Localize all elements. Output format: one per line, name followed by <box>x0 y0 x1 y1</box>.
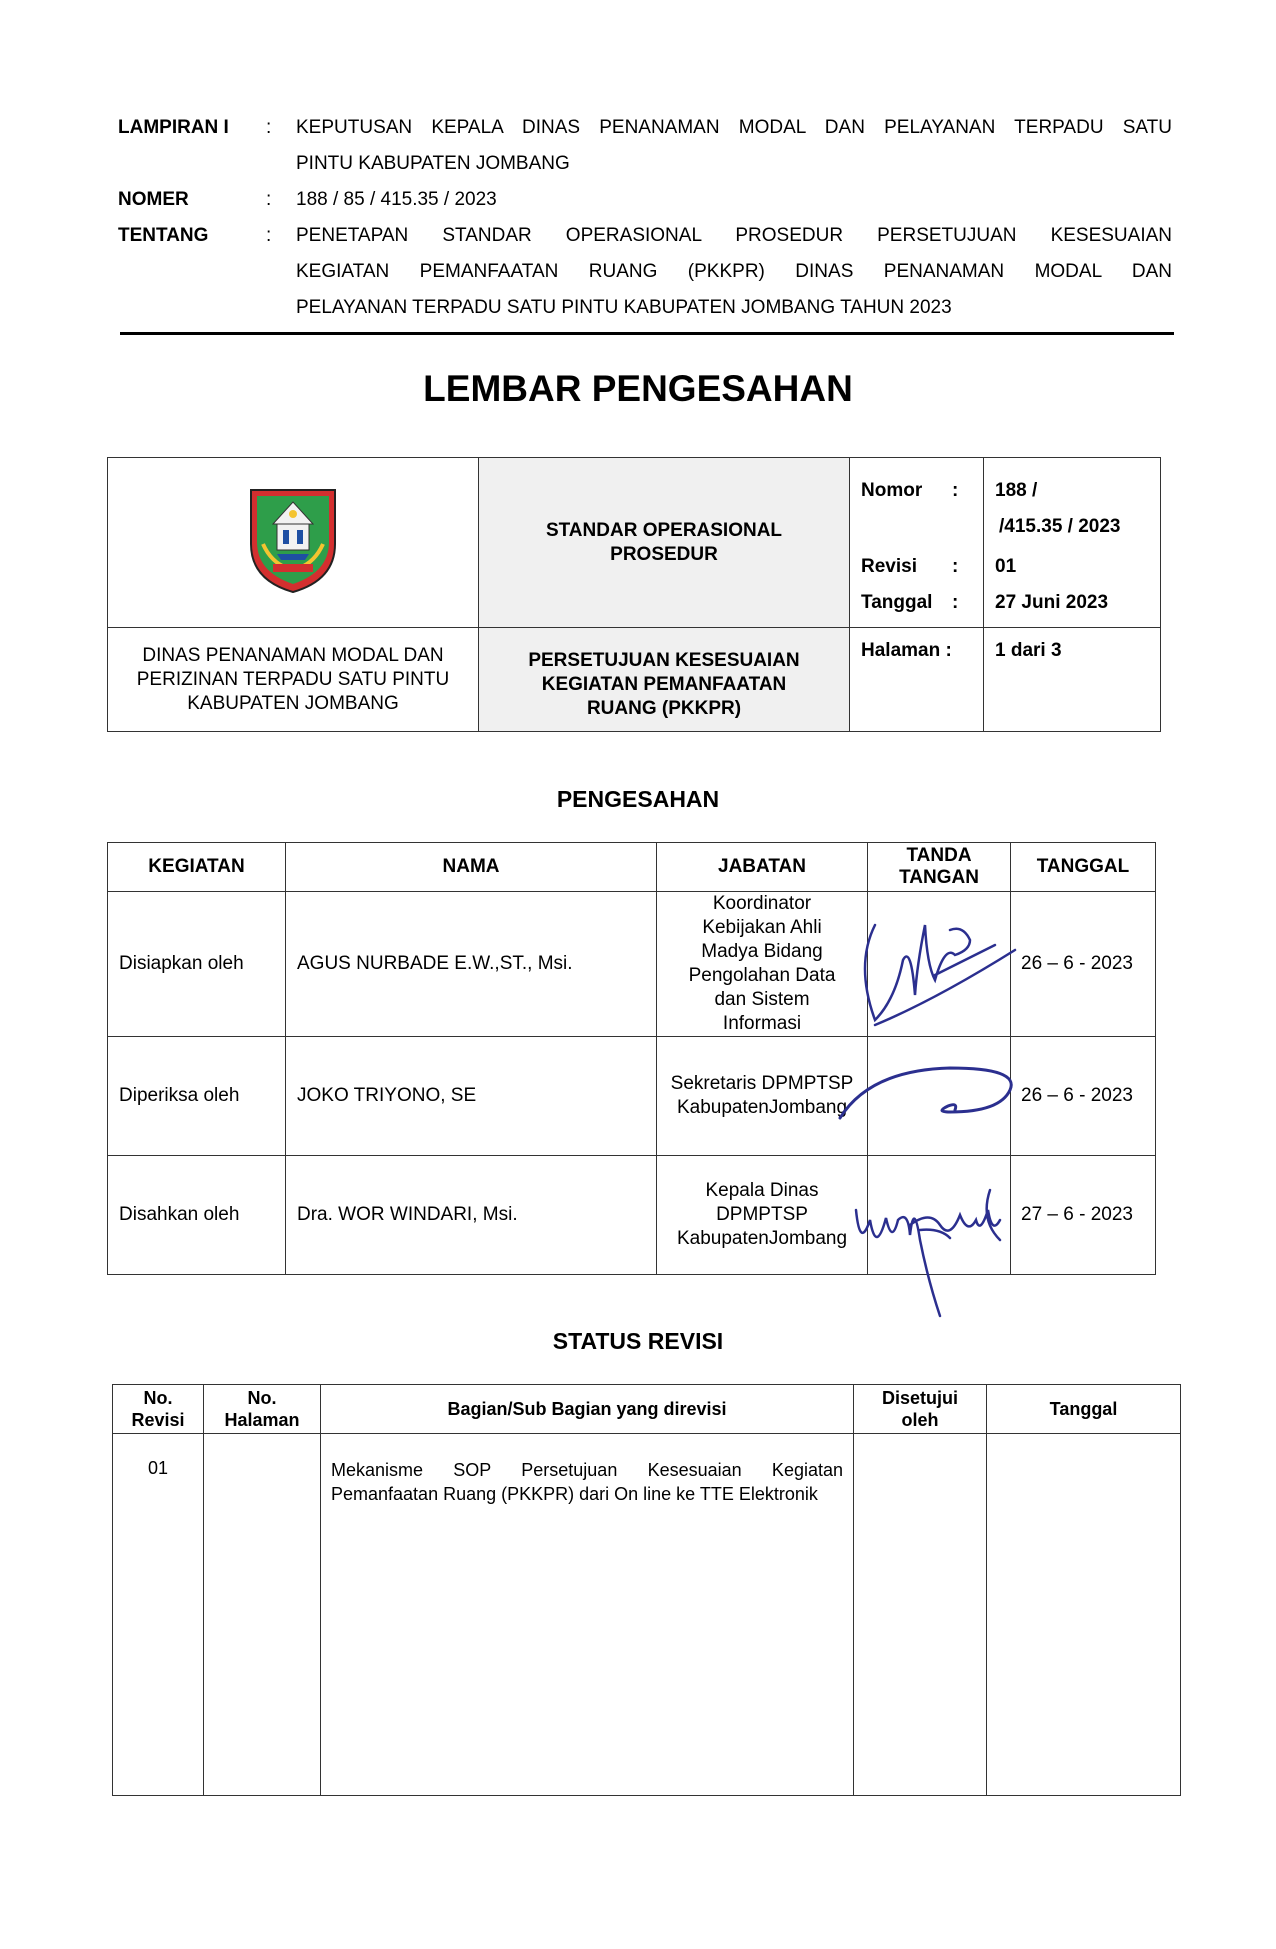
bagian-cell: Mekanisme SOP Persetujuan Kesesuaian Kegiatan Pemanfaatan Ruang (PKKPR) dari On line ke TTE Elektronik <box>321 1434 854 1796</box>
jabatan-cell <box>657 1156 868 1275</box>
col-header-tanda-tangan <box>868 843 1011 892</box>
jabatan-text: Koordinator Kebijakan Ahli Madya Bidang Pengolahan Data dan Sistem Informasi <box>688 893 836 1034</box>
meta-labels-cell <box>850 458 984 628</box>
header-text-line: PENETAPAN STANDAR OPERASIONAL PROSEDUR PERSETUJUAN KESESUAIAN <box>296 225 1172 246</box>
disetujui-cell <box>854 1434 987 1796</box>
no-revisi-cell: 01 <box>113 1434 204 1796</box>
header-text-line: KEGIATAN PEMANFAATAN RUANG (PKKPR) DINAS PENANAMAN MODAL DAN <box>296 261 1172 282</box>
signature-2 <box>830 1060 1030 1130</box>
table-row <box>113 1434 1181 1796</box>
jombang-emblem-icon <box>247 484 339 596</box>
tanggal-cell: 27 – 6 - 2023 <box>1011 1156 1156 1275</box>
tanggal-cell: 26 – 6 - 2023 <box>1011 1037 1156 1156</box>
halaman-label-cell <box>850 628 984 732</box>
kegiatan-cell: Disahkan oleh <box>108 1156 286 1275</box>
tanggal-label: Tanggal <box>861 592 933 613</box>
header-colon: : <box>266 117 272 138</box>
header-label: LAMPIRAN I <box>118 117 229 138</box>
no-halaman-cell <box>204 1434 321 1796</box>
nomor-value-cont: /415.35 / 2023 <box>999 516 1121 537</box>
nama-cell: Dra. WOR WINDARI, Msi. <box>286 1156 657 1275</box>
jabatan-text: Kepala Dinas DPMPTSP KabupatenJombang <box>676 1180 848 1249</box>
header-row-lampiran <box>0 110 1276 182</box>
tanggal-cell: 26 – 6 - 2023 <box>1011 892 1156 1037</box>
col-header-no-revisi <box>113 1385 204 1434</box>
header-colon: : <box>266 225 272 246</box>
header-text-line: PELAYANAN TERPADU SATU PINTU KABUPATEN JOMBANG TAHUN 2023 <box>296 297 952 318</box>
col-header-disetujui-label: Disetujui oleh <box>881 1388 958 1430</box>
revisi-label: Revisi <box>861 556 917 577</box>
jabatan-cell <box>657 892 868 1037</box>
col-header-tanda-tangan-label: TANDA TANGAN <box>899 845 979 888</box>
header-text-line: KEPUTUSAN KEPALA DINAS PENANAMAN MODAL DAN PELAYANAN TERPADU SATU <box>296 117 1172 138</box>
sop-identity-table <box>107 457 1161 732</box>
agency-cell <box>108 628 479 732</box>
header-colon: : <box>266 189 272 210</box>
header-row-nomer <box>0 182 1276 218</box>
col-header-tanggal: TANGGAL <box>1011 843 1156 892</box>
nama-cell: AGUS NURBADE E.W.,ST., Msi. <box>286 892 657 1037</box>
signature-1 <box>855 905 1025 1035</box>
nomor-label: Nomor <box>861 480 923 501</box>
revisi-value: 01 <box>995 556 1017 577</box>
agency-name: DINAS PENANAMAN MODAL DAN PERIZINAN TERPADU SATU PINTU KABUPATEN JOMBANG <box>136 644 450 714</box>
tanggal-value: 27 Juni 2023 <box>995 592 1109 613</box>
halaman-value: 1 dari 3 <box>995 640 1062 661</box>
page-title: LEMBAR PENGESAHAN <box>423 368 853 409</box>
pengesahan-title: PENGESAHAN <box>556 786 720 812</box>
header-divider <box>120 332 1174 335</box>
subject-cell <box>479 628 850 732</box>
header-text-line: PINTU KABUPATEN JOMBANG <box>296 153 570 174</box>
sop-subject: PERSETUJUAN KESESUAIAN KEGIATAN PEMANFAATAN RUANG (PKKPR) <box>528 649 800 719</box>
sop-title: STANDAR OPERASIONAL PROSEDUR <box>545 519 783 565</box>
header-label: NOMER <box>118 189 189 210</box>
tanggal-colon: : <box>952 592 959 613</box>
col-header-kegiatan: KEGIATAN <box>108 843 286 892</box>
nomor-colon: : <box>952 480 959 501</box>
status-revisi-title: STATUS REVISI <box>552 1328 724 1354</box>
tanggal-cell <box>987 1434 1181 1796</box>
logo-cell <box>108 458 479 628</box>
jabatan-text: Sekretaris DPMPTSP KabupatenJombang <box>670 1073 854 1118</box>
kegiatan-cell: Disiapkan oleh <box>108 892 286 1037</box>
status-revisi-table <box>112 1384 1181 1796</box>
sop-title-cell <box>479 458 850 628</box>
col-header-no-halaman-label: No. Halaman <box>224 1388 300 1430</box>
header-row-tentang <box>0 218 1276 326</box>
header-text-line: 188 / 85 / 415.35 / 2023 <box>296 189 497 210</box>
meta-values-cell <box>984 458 1161 628</box>
col-header-jabatan: JABATAN <box>657 843 868 892</box>
col-header-bagian: Bagian/Sub Bagian yang direvisi <box>321 1385 854 1434</box>
halaman-label: Halaman : <box>861 640 952 661</box>
nama-cell: JOKO TRIYONO, SE <box>286 1037 657 1156</box>
header-label: TENTANG <box>118 225 209 246</box>
revisi-colon: : <box>952 556 959 577</box>
col-header-no-revisi-label: No. Revisi <box>131 1388 185 1430</box>
signature-3 <box>850 1180 1030 1320</box>
kegiatan-cell: Diperiksa oleh <box>108 1037 286 1156</box>
col-header-tanggal: Tanggal <box>987 1385 1181 1434</box>
nomor-value: 188 / <box>995 480 1038 501</box>
col-header-no-halaman <box>204 1385 321 1434</box>
halaman-value-cell <box>984 628 1161 732</box>
col-header-nama: NAMA <box>286 843 657 892</box>
col-header-disetujui <box>854 1385 987 1434</box>
